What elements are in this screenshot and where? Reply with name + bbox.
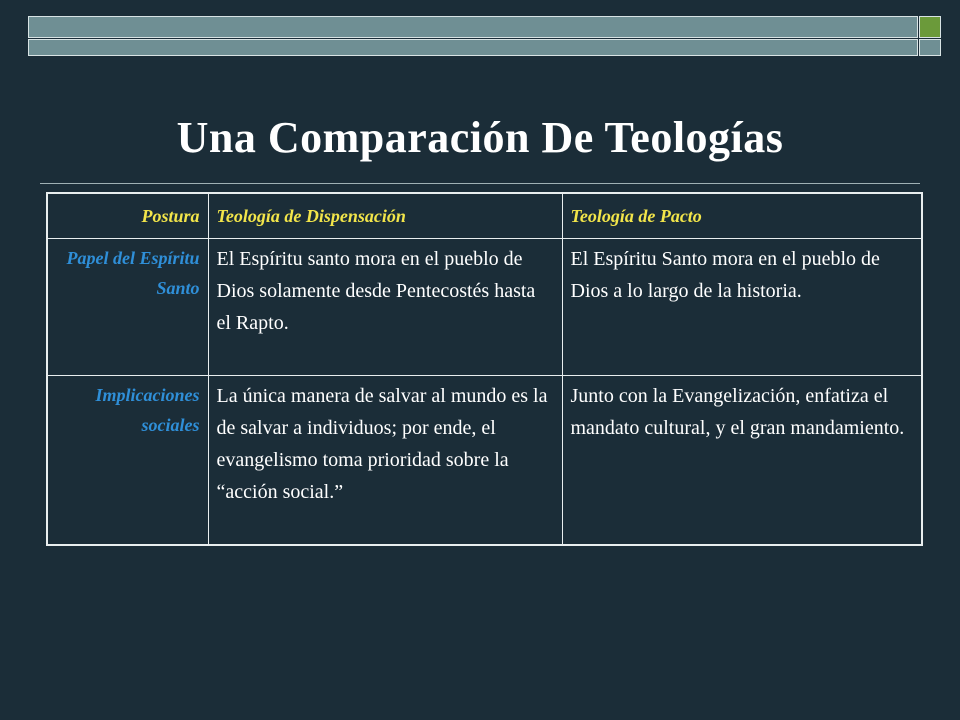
cell-dispensacion-espiritu: El Espíritu santo mora en el pueblo de Dios solamente desde Pentecostés hasta el Rapto. [208, 239, 562, 376]
row-label-espiritu: Papel del Espíritu Santo [47, 239, 208, 376]
decor-square-green [919, 16, 941, 38]
cell-pacto-social: Junto con la Evangelización, enfatiza el mandato cultural, y el gran mandamiento. [562, 376, 922, 546]
table-row [47, 239, 922, 376]
decor-bar-bottom [28, 39, 918, 56]
table-header-row [47, 193, 922, 239]
cell-pacto-espiritu: El Espíritu Santo mora en el pueblo de Dios a lo largo de la historia. [562, 239, 922, 376]
decor-square-gray [919, 39, 941, 56]
header-pacto: Teología de Pacto [562, 193, 922, 239]
slide-title: Una Comparación De Teologías [176, 113, 784, 162]
row-label-social: Implicaciones sociales [47, 376, 208, 546]
header-postura: Postura [47, 193, 208, 239]
cell-dispensacion-social: La única manera de salvar al mundo es la de salvar a individuos; por ende, el evangelismo toma prioridad sobre la “acción social.” [208, 376, 562, 546]
decor-bar-top [28, 16, 918, 38]
table-row [47, 376, 922, 546]
title-divider [40, 183, 920, 184]
comparison-table [46, 192, 923, 546]
header-dispensacion: Teología de Dispensación [208, 193, 562, 239]
